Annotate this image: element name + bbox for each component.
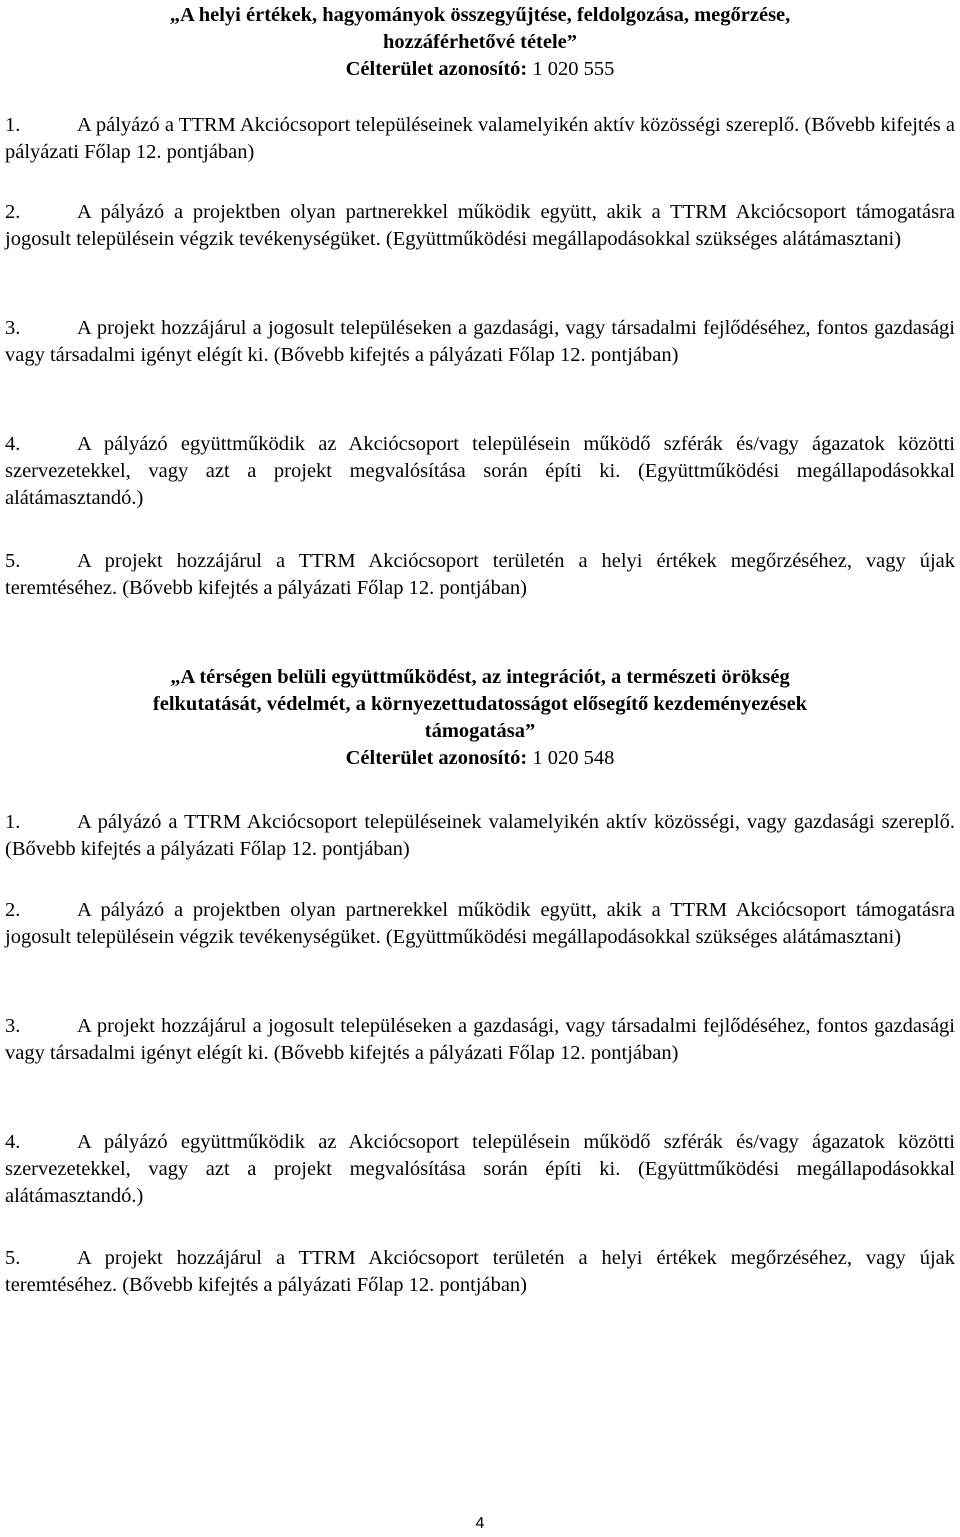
- section-2-item-4: [5, 1129, 955, 1210]
- item-number: 5.: [5, 550, 21, 572]
- section-2-item-3: [5, 1013, 955, 1067]
- item-number: 1.: [5, 114, 21, 136]
- item-text: A pályázó a TTRM Akciócsoport településeinek valamelyikén aktív közösségi, vagy gazdasági szereplő. (Bővebb kifejtés a pályázati Főlap 12. pontjában): [5, 811, 955, 860]
- section-2: [5, 664, 955, 772]
- section-1-item-5: [5, 548, 955, 602]
- item-text: A pályázó együttműködik az Akciócsoport településein működő szférák és/vagy ágazatok közötti szervezetekkel, vagy azt a projekt megvalósítása során építi ki. (Együttműködési megállapodásokkal alátámasztandó.): [5, 1131, 955, 1207]
- section-2-title-line-1: „A térségen belüli együttműködést, az integrációt, a természeti örökség: [170, 666, 790, 688]
- section-2-item-1: [5, 809, 955, 863]
- section-2-target-id: [5, 745, 955, 772]
- item-text: A pályázó a projektben olyan partnerekkel működik együtt, akik a TTRM Akciócsoport támogatásra jogosult településein végzik tevékenységüket. (Együttműködési megállapodásokkal szükséges alátámasztani): [5, 201, 955, 250]
- item-number: 2.: [5, 201, 21, 223]
- item-text: A pályázó a TTRM Akciócsoport településeinek valamelyikén aktív közösségi szereplő. (Bővebb kifejtés a pályázati Főlap 12. pontjában): [5, 114, 955, 163]
- item-number: 1.: [5, 811, 21, 833]
- item-text: A projekt hozzájárul a jogosult településeken a gazdasági, vagy társadalmi fejlődéséhez, fontos gazdasági vagy társadalmi igényt elégít ki. (Bővebb kifejtés a pályázati Főlap 12. pontjában): [5, 1015, 955, 1064]
- section-1-item-1: [5, 112, 955, 166]
- item-number: 3.: [5, 1015, 21, 1037]
- item-number: 5.: [5, 1247, 21, 1269]
- section-2-title-line-2: felkutatását, védelmét, a környezettudatosságot elősegítő kezdeményezések: [152, 693, 808, 715]
- section-2-item-2: [5, 897, 955, 951]
- section-1-title-line-2: hozzáférhetővé tétele”: [382, 31, 578, 53]
- target-id-label: Célterület azonosító:: [345, 58, 528, 80]
- section-1-target-id: [5, 56, 955, 83]
- target-id-value: 1 020 555: [532, 58, 615, 80]
- item-text: A pályázó a projektben olyan partnerekkel működik együtt, akik a TTRM Akciócsoport támogatásra jogosult településein végzik tevékenységüket. (Együttműködési megállapodásokkal szükséges alátámasztani): [5, 899, 955, 948]
- section-2-item-5: [5, 1245, 955, 1299]
- section-1: [5, 2, 955, 83]
- item-text: A projekt hozzájárul a TTRM Akciócsoport területén a helyi értékek megőrzéséhez, vagy újak teremtéséhez. (Bővebb kifejtés a pályázati Főlap 12. pontjában): [5, 1247, 955, 1296]
- item-number: 4.: [5, 433, 21, 455]
- section-1-item-3: [5, 315, 955, 369]
- section-1-item-2: [5, 199, 955, 253]
- item-number: 4.: [5, 1131, 21, 1153]
- item-text: A pályázó együttműködik az Akciócsoport településein működő szférák és/vagy ágazatok közötti szervezetekkel, vagy azt a projekt megvalósítása során építi ki. (Együttműködési megállapodásokkal alátámasztandó.): [5, 433, 955, 509]
- page-number: 4: [475, 1515, 485, 1532]
- item-number: 2.: [5, 899, 21, 921]
- target-id-value: 1 020 548: [532, 747, 615, 769]
- item-text: A projekt hozzájárul a TTRM Akciócsoport területén a helyi értékek megőrzéséhez, vagy újak teremtéséhez. (Bővebb kifejtés a pályázati Főlap 12. pontjában): [5, 550, 955, 599]
- section-2-title-line-3: támogatása”: [424, 720, 536, 742]
- section-1-title-line-1: „A helyi értékek, hagyományok összegyűjtése, feldolgozása, megőrzése,: [169, 4, 791, 26]
- item-text: A projekt hozzájárul a jogosult településeken a gazdasági, vagy társadalmi fejlődéséhez, fontos gazdasági vagy társadalmi igényt elégít ki. (Bővebb kifejtés a pályázati Főlap 12. pontjában): [5, 317, 955, 366]
- target-id-label: Célterület azonosító:: [345, 747, 528, 769]
- item-number: 3.: [5, 317, 21, 339]
- section-1-item-4: [5, 431, 955, 512]
